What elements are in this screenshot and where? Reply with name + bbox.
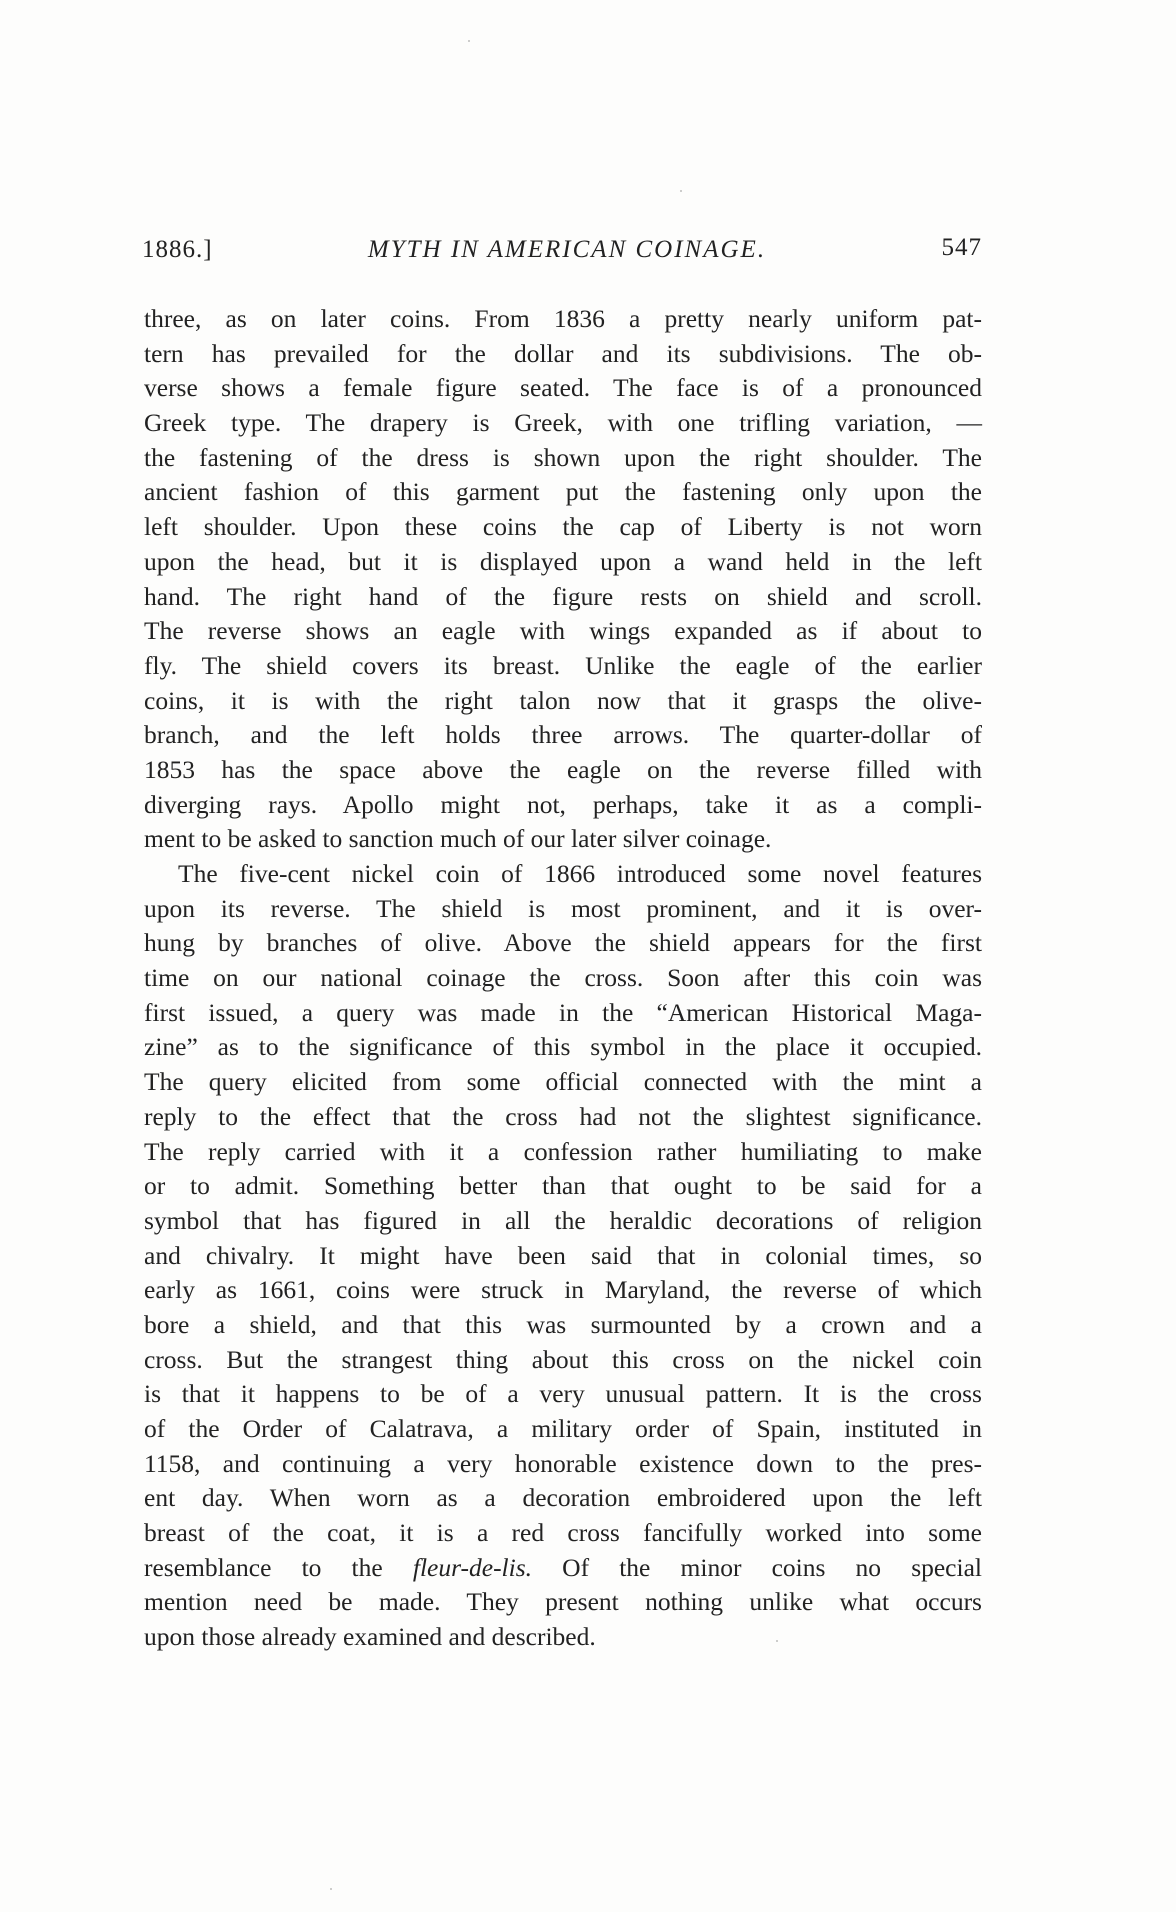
- paragraph-1: [144, 302, 982, 857]
- paper-speck: [468, 40, 470, 42]
- text-line: ment to be asked to sanction much of our later silver coinage.: [144, 824, 772, 854]
- body-text: [144, 302, 982, 1655]
- text-line: and chivalry. It might have been said that in colonial times, so: [144, 1240, 982, 1270]
- text-line: verse shows a female figure seated. The face is of a pronounced: [144, 373, 982, 403]
- header-title: MYTH IN AMERICAN COINAGE.: [367, 236, 767, 263]
- text-line: is that it happens to be of a very unusual pattern. It is the cross: [144, 1379, 982, 1409]
- text-line: [144, 1551, 982, 1586]
- text-line: ent day. When worn as a decoration embroidered upon the left: [144, 1483, 982, 1513]
- italic-term: fleur-de-lis.: [412, 1552, 533, 1582]
- text-line: upon those already examined and described.: [144, 1622, 596, 1652]
- text-line: 1853 has the space above the eagle on the reverse filled with: [144, 754, 982, 784]
- text-line: upon its reverse. The shield is most prominent, and it is over-: [144, 893, 982, 923]
- text-line: coins, it is with the right talon now that it grasps the olive-: [144, 685, 982, 715]
- text-line: or to admit. Something better than that ought to be said for a: [144, 1171, 982, 1201]
- running-header: [142, 232, 984, 272]
- text-line: upon the head, but it is displayed upon a wand held in the left: [144, 546, 982, 576]
- paper-speck: [330, 1888, 332, 1890]
- header-year: 1886.]: [142, 236, 213, 263]
- text-line: of the Order of Calatrava, a military order of Spain, instituted in: [144, 1414, 982, 1443]
- text-line: branch, and the left holds three arrows. The quarter-dollar of: [144, 720, 982, 750]
- line-text-before: resemblance to the: [144, 1552, 413, 1582]
- text-line: symbol that has figured in all the heraldic decorations of religion: [144, 1205, 982, 1235]
- text-line: 1158, and continuing a very honorable existence down to the pres-: [144, 1448, 982, 1478]
- text-line: The query elicited from some official connected with the mint a: [144, 1067, 982, 1097]
- text-line: hung by branches of olive. Above the shield appears for the first: [144, 928, 982, 958]
- text-line: the fastening of the dress is shown upon the right shoulder. The: [144, 442, 982, 472]
- text-line: time on our national coinage the cross. Soon after this coin was: [144, 963, 982, 993]
- text-line: Greek type. The drapery is Greek, with one trifling variation, —: [144, 408, 982, 438]
- text-line: early as 1661, coins were struck in Maryland, the reverse of which: [144, 1275, 982, 1305]
- text-line: left shoulder. Upon these coins the cap of Liberty is not worn: [144, 512, 982, 542]
- page-number: 547: [941, 234, 982, 261]
- text-line: mention need be made. They present nothing unlike what occurs: [144, 1587, 982, 1617]
- text-line: tern has prevailed for the dollar and its subdivisions. The ob-: [144, 338, 982, 368]
- paragraph-2: [144, 857, 982, 1655]
- text-line: first issued, a query was made in the “American Historical Maga-: [144, 997, 982, 1027]
- text-line: cross. But the strangest thing about this cross on the nickel coin: [144, 1344, 982, 1374]
- paper-speck: [680, 190, 682, 192]
- text-line: The reply carried with it a confession rather humiliating to make: [144, 1136, 982, 1166]
- text-line: zine” as to the significance of this symbol in the place it occupied.: [144, 1032, 982, 1062]
- text-line: breast of the coat, it is a red cross fancifully worked into some: [144, 1518, 982, 1548]
- text-line: hand. The right hand of the figure rests on shield and scroll.: [144, 581, 982, 611]
- text-line: reply to the effect that the cross had not the slightest significance.: [144, 1101, 982, 1131]
- text-line: The five-cent nickel coin of 1866 introduced some novel features: [178, 859, 982, 888]
- text-line: The reverse shows an eagle with wings expanded as if about to: [144, 616, 982, 646]
- text-line: three, as on later coins. From 1836 a pretty nearly uniform pat-: [144, 304, 982, 333]
- text-line: fly. The shield covers its breast. Unlike the eagle of the earlier: [144, 650, 982, 680]
- text-line: ancient fashion of this garment put the fastening only upon the: [144, 477, 982, 507]
- text-line: bore a shield, and that this was surmounted by a crown and a: [144, 1309, 982, 1339]
- line-text-after: Of the minor coins no special: [532, 1552, 982, 1582]
- text-line: diverging rays. Apollo might not, perhaps, take it as a compli-: [144, 789, 982, 819]
